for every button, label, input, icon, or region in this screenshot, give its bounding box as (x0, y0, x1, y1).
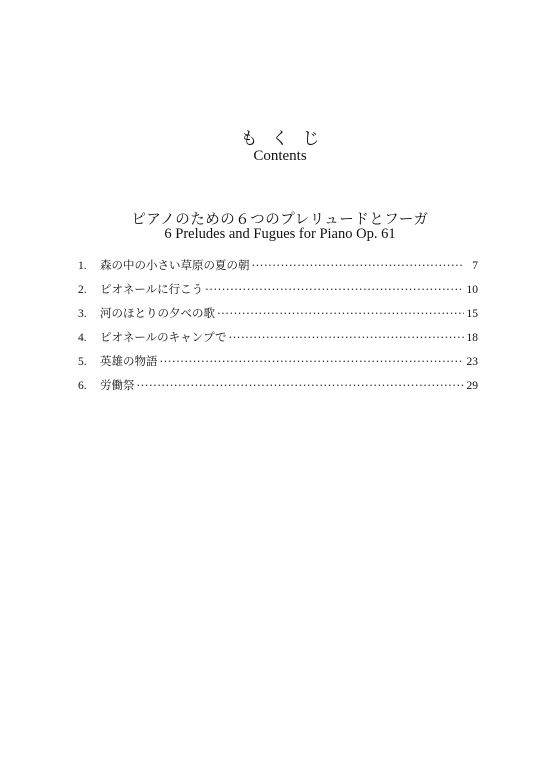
toc-entry-page: 7 (472, 260, 478, 272)
toc-entry-title: 英雄の物語 (100, 354, 158, 368)
toc-dot-leader (217, 306, 464, 320)
work-title-japanese: ピアノのための６つのプレリュードとフーガ (131, 212, 429, 228)
toc-entry-title: 森の中の小さい草原の夏の朝 (100, 258, 250, 272)
toc-entry-page: 10 (466, 284, 478, 296)
work-title-english: 6 Preludes and Fugues for Piano Op. 61 (164, 226, 396, 242)
toc-dot-leader (205, 282, 464, 296)
toc-entry-number: 1. (78, 260, 87, 272)
table-of-contents (78, 257, 478, 401)
toc-dot-leader (160, 354, 465, 368)
toc-entry-4[interactable] (78, 329, 478, 353)
toc-entry-number: 2. (78, 284, 87, 296)
toc-entry-number: 5. (78, 356, 87, 368)
toc-entry-6[interactable] (78, 377, 478, 401)
toc-entry-title: 河のほとりの夕べの歌 (100, 306, 215, 320)
toc-entry-page: 15 (466, 308, 478, 320)
toc-entry-page: 18 (466, 332, 478, 344)
page-title-english: Contents (253, 148, 307, 164)
toc-dot-leader (137, 378, 465, 392)
toc-entry-2[interactable] (78, 281, 478, 305)
toc-entry-number: 3. (78, 308, 87, 320)
toc-entry-3[interactable] (78, 305, 478, 329)
toc-entry-title: ピオネールに行こう (100, 282, 204, 296)
toc-entry-page: 29 (466, 380, 478, 392)
toc-entry-title: 労働祭 (100, 378, 135, 392)
toc-entry-title: ピオネールのキャンプで (100, 330, 227, 344)
toc-entry-page: 23 (466, 356, 478, 368)
toc-entry-number: 6. (78, 380, 87, 392)
toc-dot-leader (252, 258, 465, 272)
toc-entry-number: 4. (78, 332, 87, 344)
toc-entry-1[interactable] (78, 257, 478, 281)
page-title-japanese: もくじ (240, 129, 334, 149)
toc-entry-5[interactable] (78, 353, 478, 377)
toc-dot-leader (229, 330, 465, 344)
